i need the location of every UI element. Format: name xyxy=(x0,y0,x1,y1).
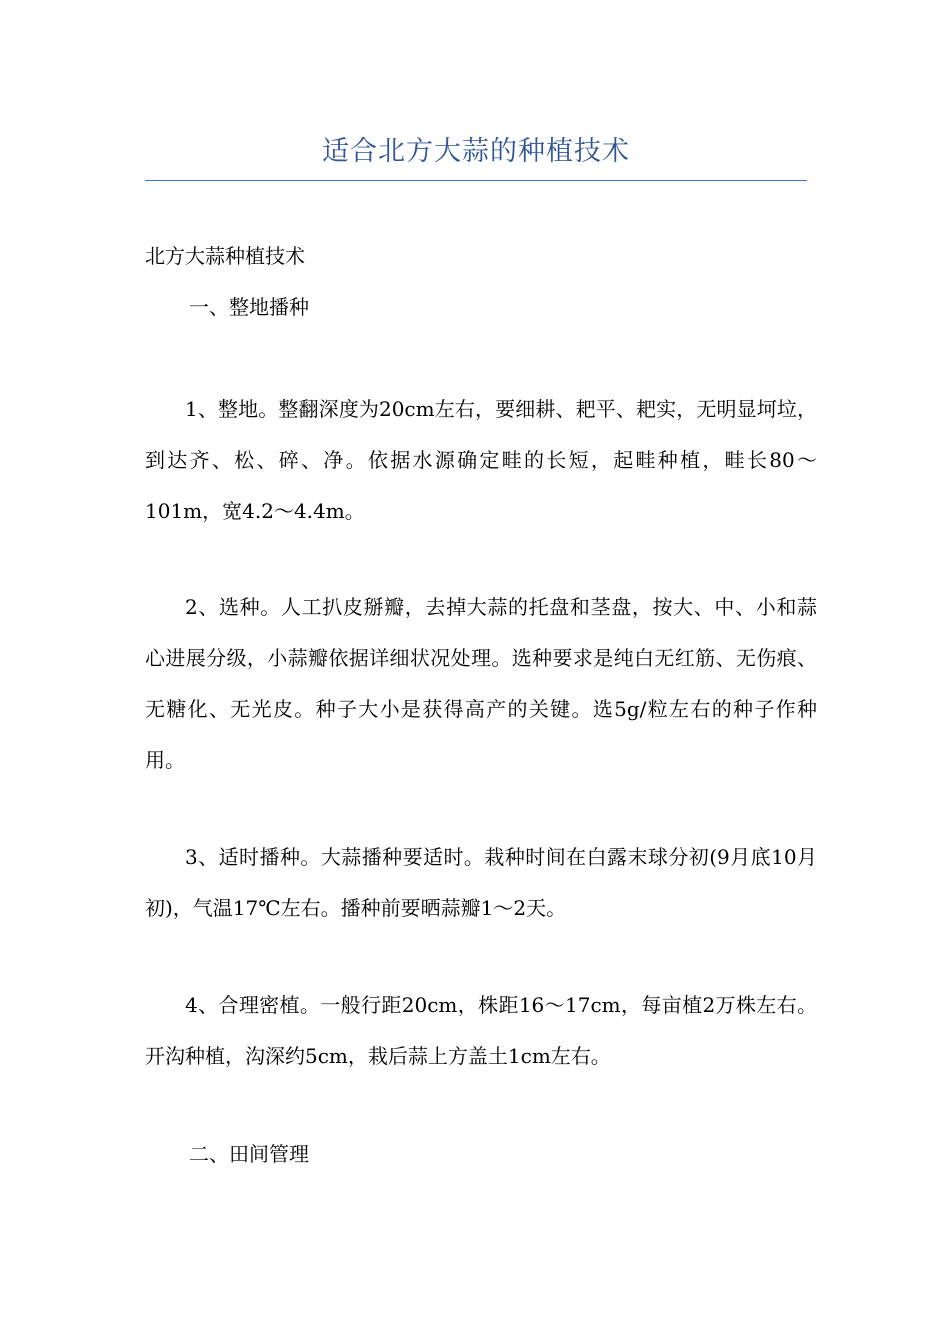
section-heading-2: 二、田间管理 xyxy=(189,1142,309,1166)
document-title: 适合北方大蒜的种植技术 xyxy=(322,136,630,167)
paragraph-planting-density: 4、合理密植。一般行距20cm，株距16～17cm，每亩植2万株左右。开沟种植，沟深约5cm，栽后蒜上方盖土1cm左右。 xyxy=(145,993,817,1068)
paragraph-seed-selection: 2、选种。人工扒皮掰瓣，去掉大蒜的托盘和茎盘，按大、中、小和蒜心进展分级，小蒜瓣依据详细状况处理。选种要求是纯白无红筋、无伤痕、无糖化、无光皮。种子大小是获得高产的关键。选5g/粒左右的种子作种用。 xyxy=(145,595,817,772)
paragraph-land-preparation: 1、整地。整翻深度为20cm左右，要细耕、耙平、耙实，无明显坷垃，到达齐、松、碎、净。依据水源确定畦的长短，起畦种植，畦长80～101m，宽4.2～4.4m。 xyxy=(145,397,817,523)
paragraph-sowing-time: 3、适时播种。大蒜播种要适时。栽种时间在白露末球分初(9月底10月初)，气温17℃左右。播种前要晒蒜瓣1～2天。 xyxy=(145,845,817,920)
section-heading-1: 一、整地播种 xyxy=(189,295,309,319)
title-underline xyxy=(145,180,807,181)
document-subtitle: 北方大蒜种植技术 xyxy=(145,244,305,268)
